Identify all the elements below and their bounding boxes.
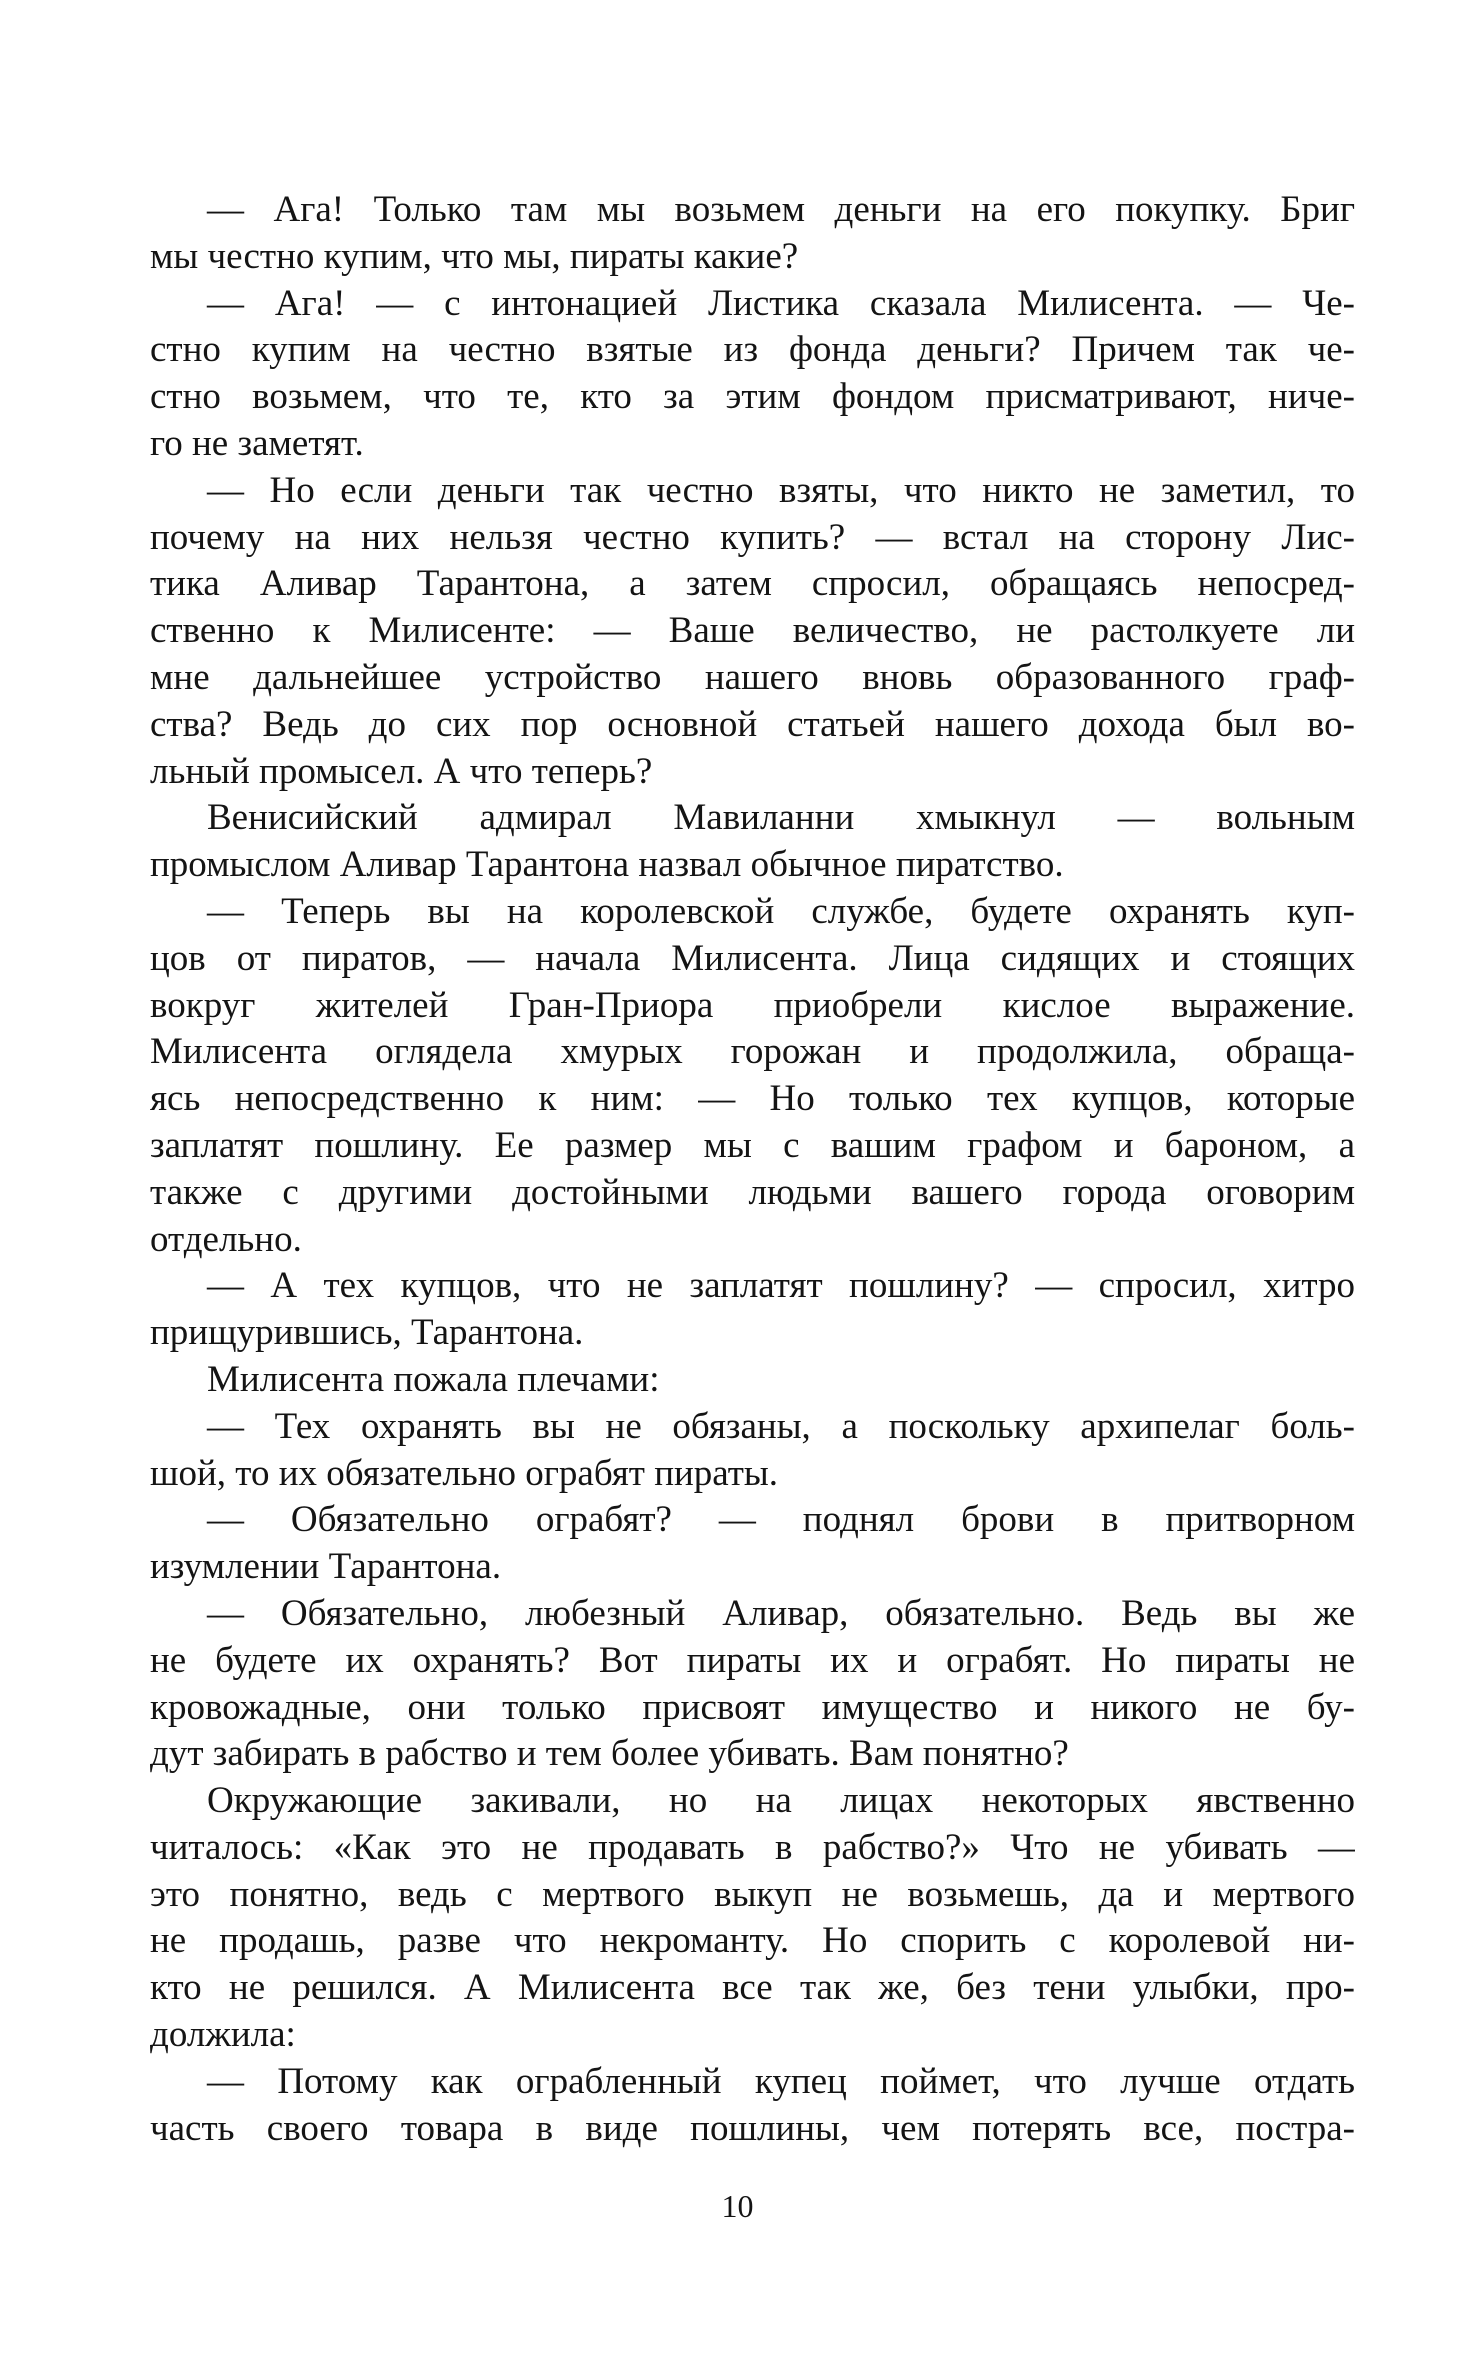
text-line: — Теперь вы на королевской службе, будете охранять куп-	[207, 890, 1355, 932]
text-line: — Потому как ограбленный купец поймет, что лучше отдать	[207, 2060, 1355, 2102]
text-line: заплатят пошлину. Ее размер мы с вашим графом и бароном, а	[150, 1124, 1355, 1166]
text-line: дут забирать в рабство и тем более убивать. Вам понятно?	[150, 1733, 1069, 1775]
text-line: мы честно купим, что мы, пираты какие?	[150, 235, 799, 277]
text-line: — Но если деньги так честно взяты, что никто не заметил, то	[207, 469, 1355, 511]
body-text	[150, 187, 1355, 2152]
text-line: не продашь, разве что некроманту. Но спорить с королевой ни-	[150, 1920, 1355, 1962]
text-line: льный промысел. А что теперь?	[150, 750, 653, 792]
text-line: ственно к Милисенте: — Ваше величество, не растолкуете ли	[150, 610, 1355, 652]
text-line: мне дальнейшее устройство нашего вновь образованного граф-	[150, 656, 1355, 698]
text-line: ясь непосредственно к ним: — Но только тех купцов, которые	[150, 1078, 1355, 1120]
text-line: шой, то их обязательно ограбят пираты.	[150, 1452, 779, 1494]
text-line: — Тех охранять вы не обязаны, а поскольку архипелаг боль-	[207, 1405, 1355, 1447]
text-line: Милисента оглядела хмурых горожан и продолжила, обраща-	[150, 1031, 1355, 1073]
text-line: ства? Ведь до сих пор основной статьей нашего дохода был во-	[150, 703, 1355, 745]
text-line: Венисийский адмирал Мавиланни хмыкнул — вольным	[207, 797, 1355, 839]
text-line: кто не решился. А Милисента все так же, без тени улыбки, про-	[150, 1967, 1355, 2009]
text-line: промыслом Аливар Тарантона назвал обычное пиратство.	[150, 844, 1064, 886]
text-line: — Ага! Только там мы возьмем деньги на его покупку. Бриг	[207, 189, 1355, 230]
text-line: кровожадные, они только присвоят имущество и никого не бу-	[150, 1686, 1355, 1728]
text-line: — А тех купцов, что не заплатят пошлину? — спросил, хитро	[207, 1265, 1355, 1307]
text-line: Милисента пожала плечами:	[207, 1358, 660, 1400]
text-line: — Ага! — с интонацией Листика сказала Милисента. — Че-	[207, 282, 1355, 324]
text-line: отдельно.	[150, 1218, 302, 1260]
text-line: не будете их охранять? Вот пираты их и ограбят. Но пираты не	[150, 1639, 1355, 1681]
text-line: тика Аливар Тарантона, а затем спросил, обращаясь непосред-	[150, 563, 1355, 605]
text-line: цов от пиратов, — начала Милисента. Лица сидящих и стоящих	[150, 937, 1355, 979]
text-line: стно возьмем, что те, кто за этим фондом присматривают, ниче-	[150, 376, 1355, 418]
page-number: 10	[721, 2188, 754, 2224]
text-line: это понятно, ведь с мертвого выкуп не возьмешь, да и мертвого	[150, 1873, 1355, 1915]
text-line: го не заметят.	[150, 422, 364, 464]
text-line: — Обязательно ограбят? — поднял брови в притворном	[207, 1499, 1355, 1541]
text-line: — Обязательно, любезный Аливар, обязательно. Ведь вы же	[207, 1592, 1355, 1634]
text-line: изумлении Тарантона.	[150, 1546, 502, 1588]
text-line: вокруг жителей Гран-Приора приобрели кислое выражение.	[150, 984, 1355, 1026]
text-line: также с другими достойными людьми вашего города оговорим	[150, 1171, 1355, 1213]
text-line: стно купим на честно взятые из фонда деньги? Причем так че-	[150, 329, 1355, 371]
text-line: читалось: «Как это не продавать в рабство?» Что не убивать —	[150, 1826, 1355, 1868]
text-line: должила:	[150, 2014, 296, 2056]
text-line: прищурившись, Тарантона.	[150, 1312, 584, 1354]
text-line: почему на них нельзя честно купить? — встал на сторону Лис-	[150, 516, 1355, 558]
text-line: часть своего товара в виде пошлины, чем потерять все, постра-	[150, 2107, 1355, 2149]
text-line: Окружающие закивали, но на лицах некоторых явственно	[207, 1780, 1355, 1822]
